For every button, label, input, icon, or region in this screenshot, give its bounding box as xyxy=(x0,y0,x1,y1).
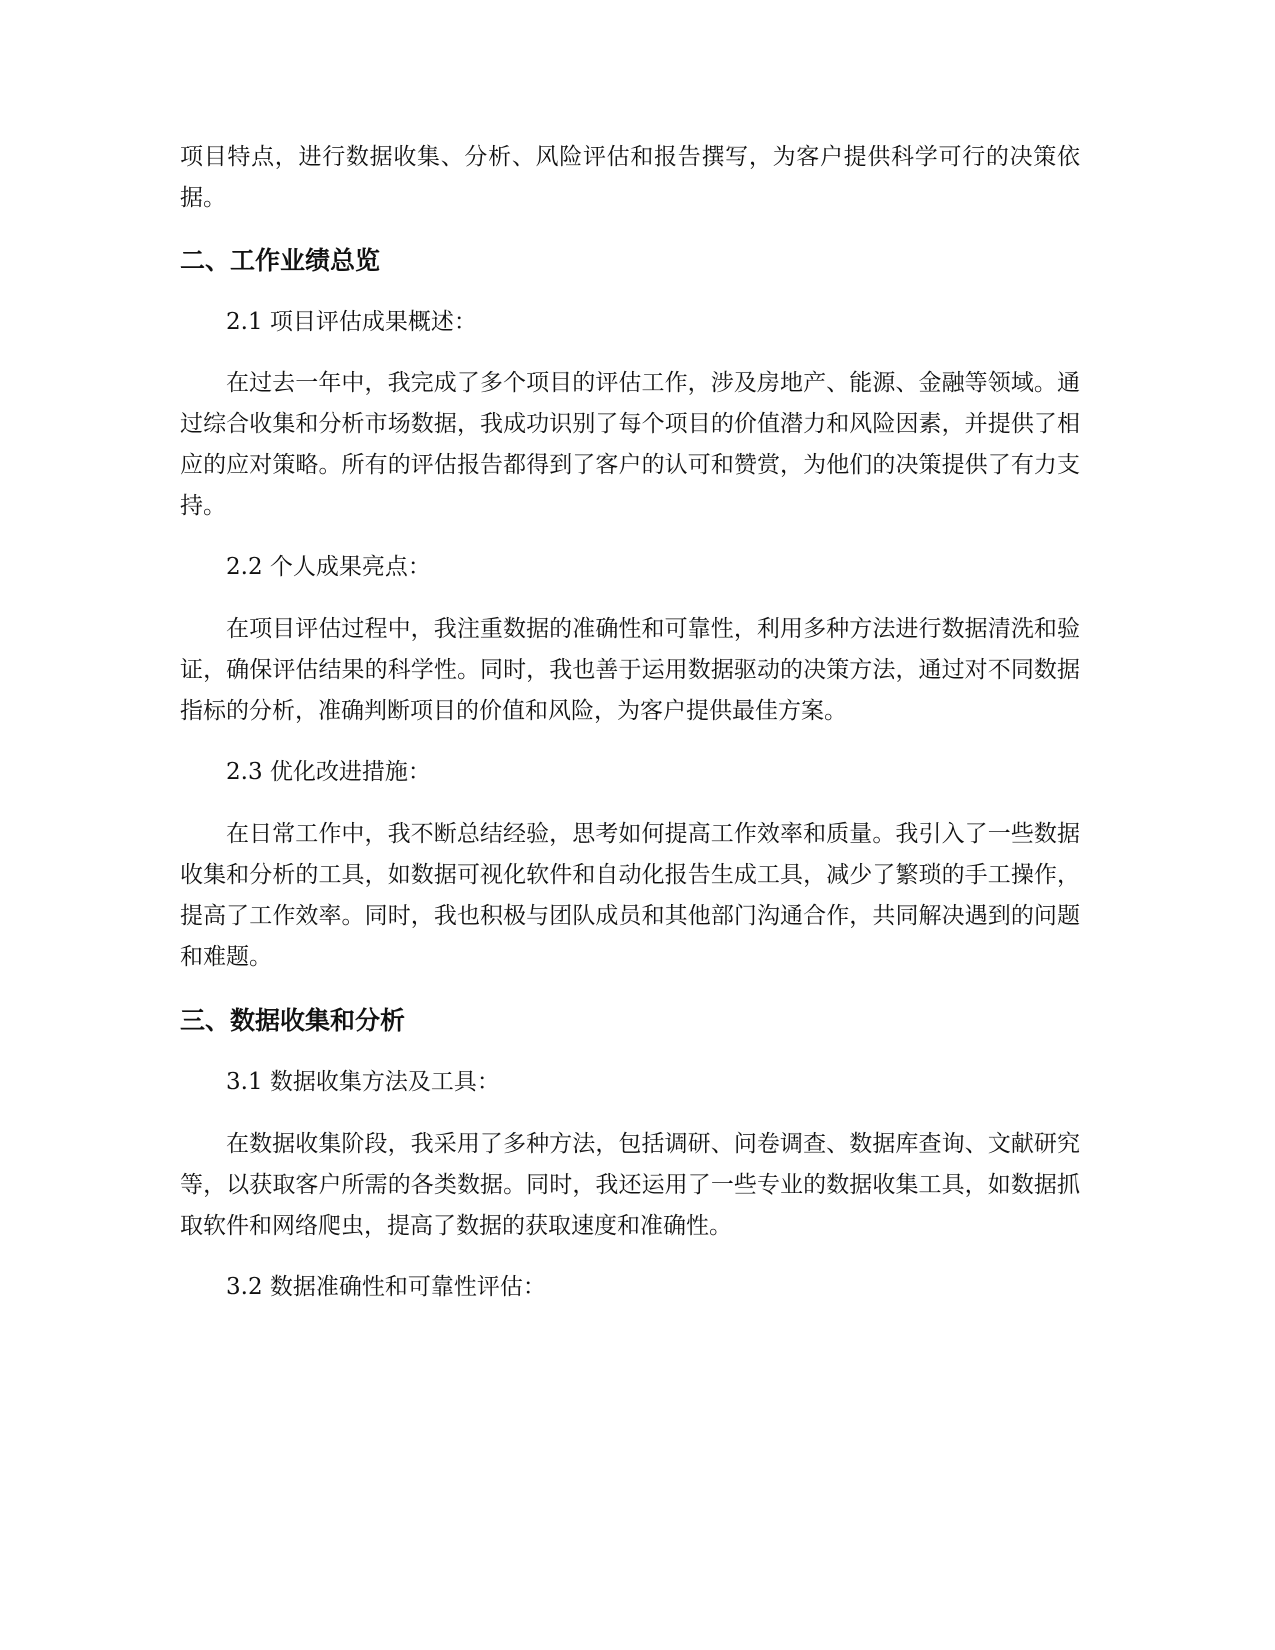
subsection-2-1-title: 2.1 项目评估成果概述： xyxy=(226,309,477,335)
section-2-heading: 二、工作业绩总览 xyxy=(180,246,381,275)
subsection-2-2-title: 2.2 个人成果亮点： xyxy=(226,554,431,580)
subsection-2-1-body: 在过去一年中，我完成了多个项目的评估工作，涉及房地产、能源、金融等领域。通过综合收集和分析市场数据，我成功识别了每个项目的价值潜力和风险因素，并提供了相应的应对策略。所有的评估报告都得到了客户的认可和赞赏，为他们的决策提供了有力支持。 xyxy=(180,370,1080,519)
subsection-3-1-body: 在数据收集阶段，我采用了多种方法，包括调研、问卷调查、数据库查询、文献研究等，以获取客户所需的各类数据。同时，我还运用了一些专业的数据收集工具，如数据抓取软件和网络爬虫，提高了数据的获取速度和准确性。 xyxy=(180,1131,1080,1239)
subsection-3-2-title: 3.2 数据准确性和可靠性评估： xyxy=(226,1274,546,1300)
section-3-heading: 三、数据收集和分析 xyxy=(180,1006,406,1035)
subsection-2-3-title: 2.3 优化改进措施： xyxy=(226,759,431,785)
intro-continuation-paragraph: 项目特点，进行数据收集、分析、风险评估和报告撰写，为客户提供科学可行的决策依据。 xyxy=(180,144,1080,211)
subsection-2-3-body: 在日常工作中，我不断总结经验，思考如何提高工作效率和质量。我引入了一些数据收集和分析的工具，如数据可视化软件和自动化报告生成工具，减少了繁琐的手工操作，提高了工作效率。同时，我也积极与团队成员和其他部门沟通合作，共同解决遇到的问题和难题。 xyxy=(180,821,1080,970)
subsection-2-2-body: 在项目评估过程中，我注重数据的准确性和可靠性，利用多种方法进行数据清洗和验证，确保评估结果的科学性。同时，我也善于运用数据驱动的决策方法，通过对不同数据指标的分析，准确判断项目的价值和风险，为客户提供最佳方案。 xyxy=(180,616,1080,724)
subsection-3-1-title: 3.1 数据收集方法及工具： xyxy=(226,1069,500,1095)
